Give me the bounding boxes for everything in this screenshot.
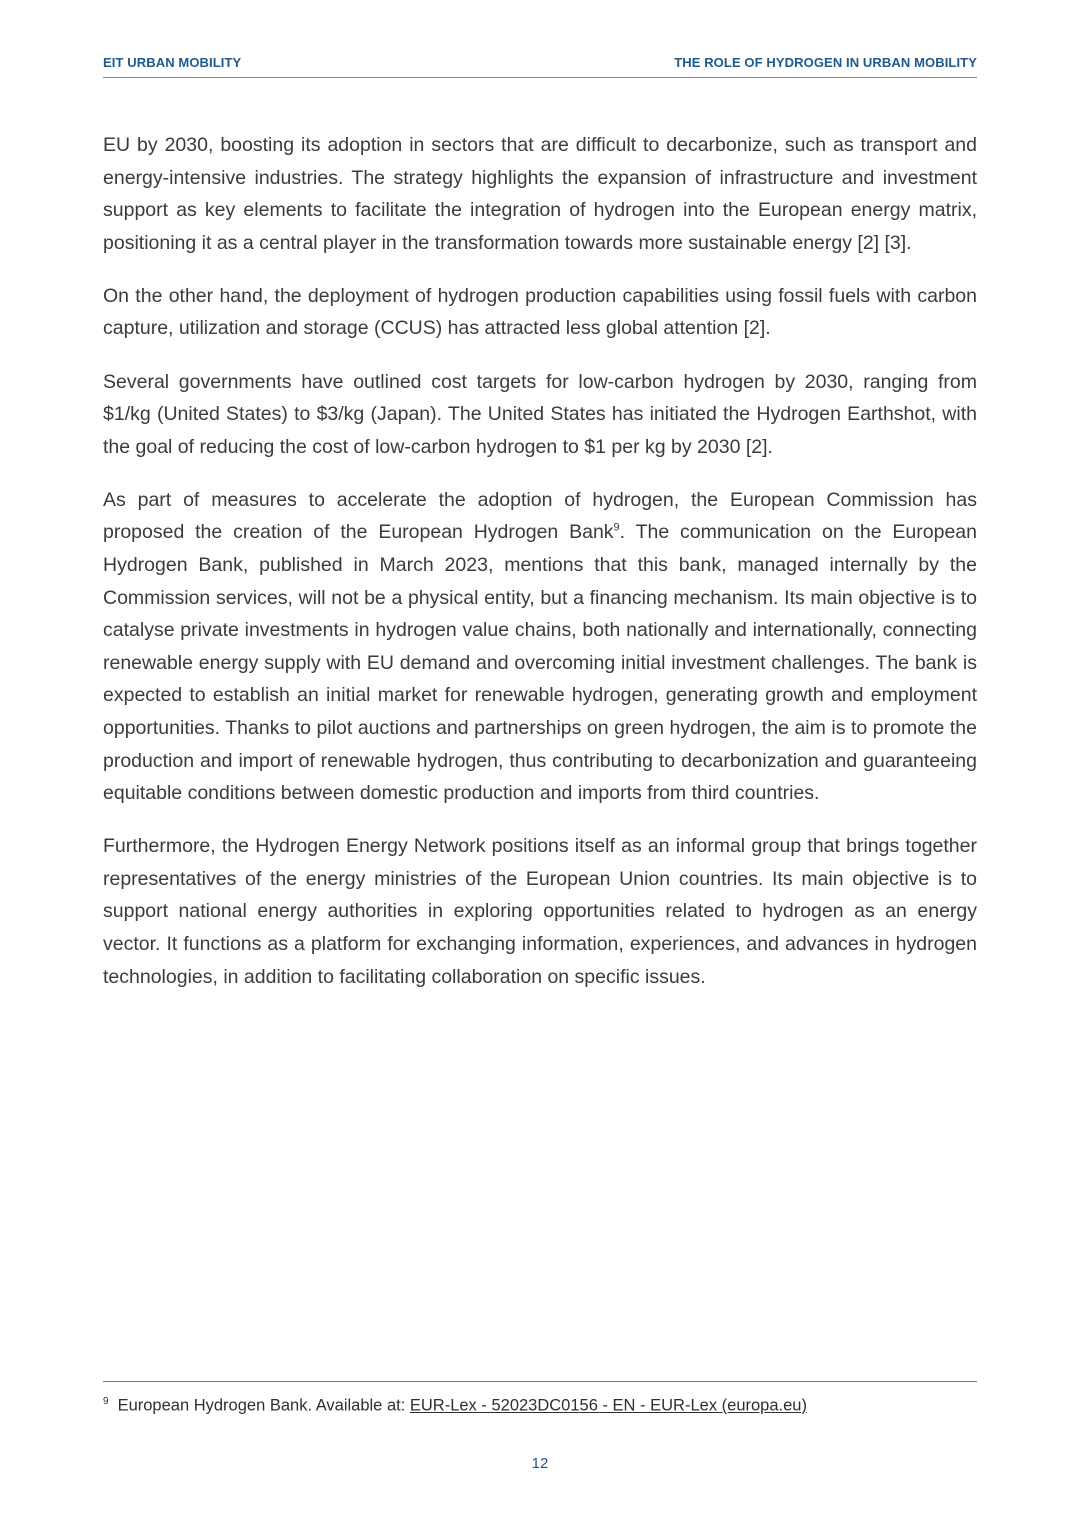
paragraph: Several governments have outlined cost targets for low-carbon hydrogen by 2030, ranging from $1/kg (United States) to $3/kg (Japan). The United States has initiated the Hydrogen Earthshot, with the goal of reducing the cost of low-carbon hydrogen to $1 per kg by 2030 [2].: [103, 370, 977, 458]
running-header: [103, 55, 977, 78]
footnote-divider: [103, 1381, 977, 1382]
footnote-text: European Hydrogen Bank. Available at:: [117, 1396, 410, 1415]
page-number: 12: [531, 1455, 549, 1472]
paragraph-text: As part of measures to accelerate the adoption of hydrogen, the European Commission has proposed the creation of the European Hydrogen Bank: [103, 488, 977, 544]
paragraph: EU by 2030, boosting its adoption in sectors that are difficult to decarbonize, such as transport and energy-intensive industries. The strategy highlights the expansion of infrastructure and investment support as key elements to facilitate the integration of hydrogen into the European energy matrix, positioning it as a central player in the transformation towards more sustainable energy [2] [3].: [103, 134, 977, 254]
footnote: [103, 1396, 807, 1416]
paragraph: [103, 484, 977, 810]
paragraph: Furthermore, the Hydrogen Energy Network positions itself as an informal group that brings together representatives of the energy ministries of the European Union countries. Its main objective is to support national energy authorities in exploring opportunities related to hydrogen as an energy vector. It functions as a platform for exchanging information, experiences, and advances in hydrogen technologies, in addition to facilitating collaboration on specific issues.: [103, 835, 977, 988]
paragraph: On the other hand, the deployment of hydrogen production capabilities using fossil fuels with carbon capture, utilization and storage (CCUS) has attracted less global attention [2].: [103, 284, 977, 340]
paragraph-text: . The communication on the European Hydrogen Bank, published in March 2023, mentions that this bank, managed internally by the Commission services, will not be a physical entity, but a financing mechanism. Its main objective is to catalyse private investments in hydrogen value chains, both nationally and internationally, connecting renewable energy supply with EU demand and overcoming initial investment challenges. The bank is expected to establish an initial market for renewable hydrogen, generating growth and employment opportunities. Thanks to pilot auctions and partnerships on green hydrogen, the aim is to promote the production and import of renewable hydrogen, thus contributing to decarbonization and guaranteeing equitable conditions between domestic production and imports from third countries.: [103, 521, 977, 805]
footnote-link[interactable]: EUR-Lex - 52023DC0156 - EN - EUR-Lex (europa.eu): [409, 1396, 807, 1415]
body-text: [103, 129, 977, 1014]
footnote-number: 9: [103, 1396, 109, 1407]
footnote-reference[interactable]: 9: [613, 521, 620, 534]
header-organization: EIT URBAN MOBILITY: [103, 55, 242, 70]
header-document-title: THE ROLE OF HYDROGEN IN URBAN MOBILITY: [674, 55, 977, 70]
